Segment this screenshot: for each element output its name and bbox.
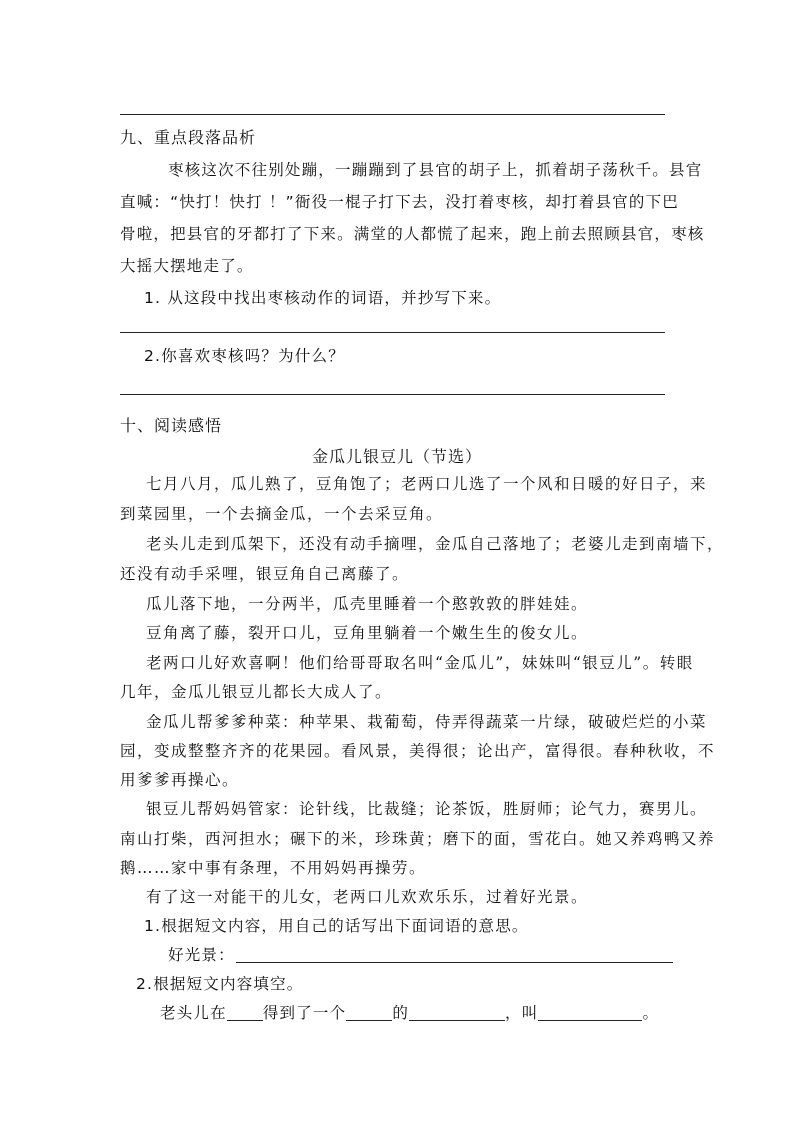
passage-line-2: 直喊：“快打！快打 ！”衙役一棍子打下去，没打着枣核，却打着县官的下巴 xyxy=(120,193,679,211)
question-10-2: 2.根据短文内容填空。 xyxy=(136,975,304,993)
story-line-11: 用爹爹再操心。 xyxy=(120,771,240,789)
fill-part-3: 的 xyxy=(392,1004,410,1022)
story-line-1: 七月八月，瓜儿熟了，豆角饱了；老两口儿选了一个风和日暖的好日子，来 xyxy=(146,475,708,493)
story-line-14: 鹅……家中事有条理，不用妈妈再操劳。 xyxy=(120,859,427,877)
story-line-15: 有了这一对能干的儿女，老两口儿欢欢乐乐，过着好光景。 xyxy=(146,888,589,906)
blank-2[interactable] xyxy=(346,1005,392,1021)
answer-line-10-1[interactable] xyxy=(236,962,673,963)
fill-part-4: ，叫 xyxy=(505,1004,539,1022)
section-10-heading: 十、阅读感悟 xyxy=(120,416,223,435)
fill-part-2: 得到了一个 xyxy=(262,1004,347,1022)
story-line-13: 南山打柴，西河担水；碾下的米，珍珠黄；磨下的面，雪花白。她又养鸡鸭又养 xyxy=(120,830,716,848)
question-9-1: 1. 从这段中找出枣核动作的词语，并抄写下来。 xyxy=(144,289,502,307)
story-line-8: 几年，金瓜儿银豆儿都长大成人了。 xyxy=(120,683,393,701)
story-line-2: 到菜园里，一个去摘金瓜，一个去采豆角。 xyxy=(120,505,444,523)
blank-1[interactable] xyxy=(227,1005,263,1021)
question-9-2: 2.你喜欢枣核吗？为什么？ xyxy=(144,347,345,365)
passage-line-3: 骨啦，把县官的牙都打了下来。满堂的人都慌了起来，跑上前去照顾县官，枣核 xyxy=(120,225,705,243)
answer-line-9-2[interactable] xyxy=(120,394,665,395)
question-10-1-term: 好光景： xyxy=(168,946,235,964)
blank-3[interactable] xyxy=(409,1005,505,1021)
blank-4[interactable] xyxy=(538,1005,642,1021)
passage-line-1: 枣核这次不往别处蹦，一蹦蹦到了县官的胡子上，抓着胡子荡秋千。县官 xyxy=(168,161,703,179)
fill-in-sentence xyxy=(160,1003,659,1023)
fill-part-5: 。 xyxy=(642,1004,660,1022)
story-line-4: 还没有动手采哩，银豆角自己离藤了。 xyxy=(120,565,410,583)
fill-part-1: 老头儿在 xyxy=(160,1004,227,1022)
question-10-1: 1.根据短文内容，用自己的话写出下面词语的意思。 xyxy=(144,917,529,935)
story-title: 金瓜儿银豆儿（节选） xyxy=(311,447,482,466)
story-line-10: 园，变成整整齐齐的花果园。看风景，美得很；论出产，富得很。春种秋收，不 xyxy=(120,742,716,760)
story-line-9: 金瓜儿帮爹爹种菜：种苹果、栽葡萄，侍弄得蔬菜一片绿，破破烂烂的小菜 xyxy=(146,713,708,731)
story-line-3: 老头儿走到瓜架下，还没有动手摘哩，金瓜自己落地了；老婆儿走到南墙下， xyxy=(146,535,725,553)
story-line-7: 老两口儿好欢喜啊！他们给哥哥取名叫“金瓜儿”，妹妹叫“银豆儿”。转眼 xyxy=(146,654,694,672)
answer-line-9-1[interactable] xyxy=(120,332,665,333)
story-line-12: 银豆儿帮妈妈管家：论针线，比裁缝；论茶饭，胜厨师；论气力，赛男儿。 xyxy=(146,800,708,818)
story-line-5: 瓜儿落下地，一分两半，瓜壳里睡着一个憨敦敦的胖娃娃。 xyxy=(146,595,589,613)
section-9-heading: 九、重点段落品析 xyxy=(120,128,257,147)
answer-line-top[interactable] xyxy=(120,114,665,115)
story-line-6: 豆角离了藤，裂开口儿，豆角里躺着一个嫩生生的俊女儿。 xyxy=(146,624,589,642)
passage-line-4: 大摇大摆地走了。 xyxy=(120,257,254,275)
